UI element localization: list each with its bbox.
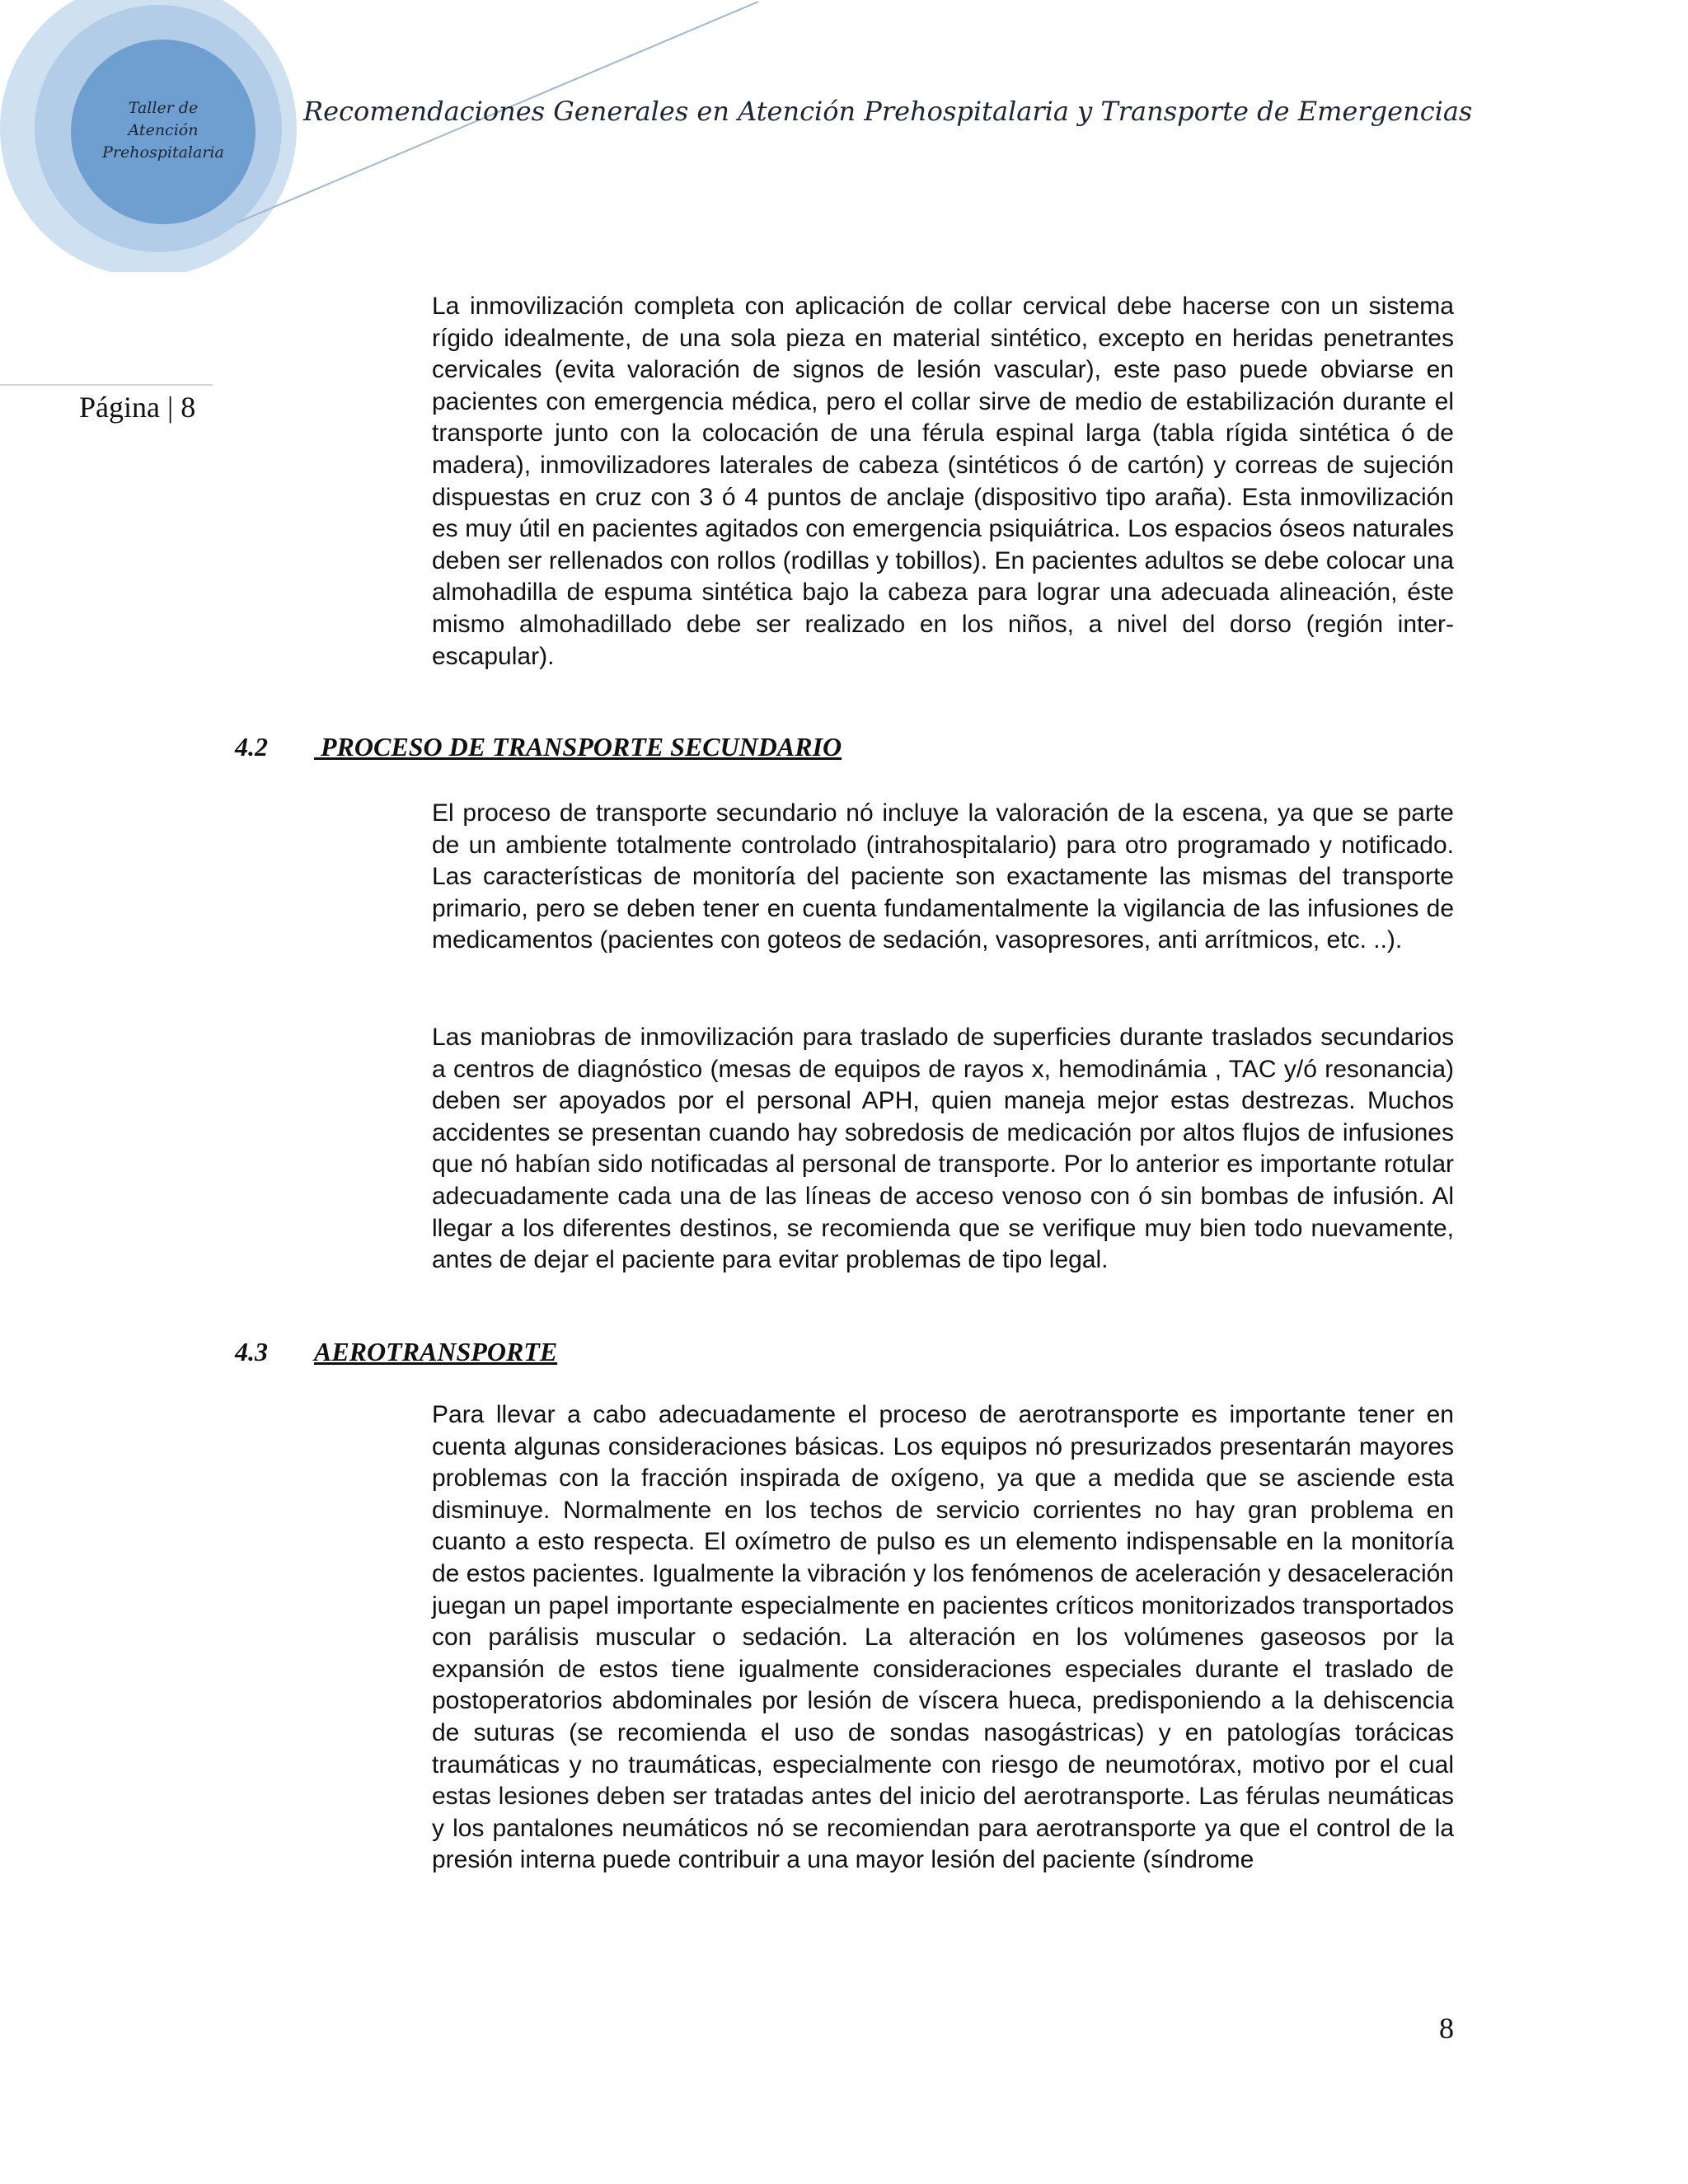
page-marker: Página | 8 [79,391,196,424]
document-header-title: Recomendaciones Generales en Atención Prehospitalaria y Transporte de Emergencias [303,96,1473,127]
section-title: AEROTRANSPORTE [314,1337,558,1366]
header-decoration [0,0,1688,272]
section-title: PROCESO DE TRANSPORTE SECUNDARIO [314,732,842,762]
section-number: 4.3 [235,1337,268,1366]
page-marker-divider [0,384,213,386]
section-number: 4.2 [235,732,268,762]
section-heading-4-3 [235,1337,557,1367]
logo-line: Taller de [128,99,199,117]
section-heading-4-2 [235,732,842,762]
logo-line: Prehospitalaria [102,143,224,162]
workshop-logo-text [89,97,237,164]
paragraph-immobilization: La inmovilización completa con aplicación de collar cervical debe hacerse con un sistema rígido idealmente, de una sola pieza en material sintético, excepto en heridas penetrantes cervicales (evita valoración de signos de lesión vascular), este paso puede obviarse en pacientes con emergencia médica, pero el collar sirve de medio de estabilización durante el transporte junto con la colocación de una férula espinal larga (tabla rígida sintética ó de madera), inmovilizadores laterales de cabeza (sintéticos ó de cartón) y correas de sujeción dispuestas en cruz con 3 ó 4 puntos de anclaje (dispositivo tipo araña). Esta inmovilización es muy útil en pacientes agitados con emergencia psiquiátrica. Los espacios óseos naturales deben ser rellenados con rollos (rodillas y tobillos). En pacientes adultos se debe colocar una almohadilla de espuma sintética bajo la cabeza para lograr una adecuada alineación, éste mismo almohadillado debe ser realizado en los niños, a nivel del dorso (región inter-escapular). [432,293,1454,670]
paragraph-secondary-transport: El proceso de transporte secundario nó incluye la valoración de la escena, ya que se parte de un ambiente totalmente controlado (intrahospitalario) para otro programado y notificado. Las características de monitoría del paciente son exactamente las mismas del transporte primario, pero se deben tener en cuenta fundamentalmente la vigilancia de las infusiones de medicamentos (pacientes con goteos de sedación, vasopresores, anti arrítmicos, etc. ..). [432,799,1454,954]
paragraph-immobilization-maneuvers: Las maniobras de inmovilización para traslado de superficies durante traslados secundarios a centros de diagnóstico (mesas de equipos de rayos x, hemodinámia , TAC y/ó resonancia) deben ser apoyados por el personal APH, quien maneja mejor estas destrezas. Muchos accidentes se presentan cuando hay sobredosis de medicación por altos flujos de infusiones que nó habían sido notificadas al personal de transporte. Por lo anterior es importante rotular adecuadamente cada una de las líneas de acceso venoso con ó sin bombas de infusión. Al llegar a los diferentes destinos, se recomienda que se verifique muy bien todo nuevamente, antes de dejar el paciente para evitar problemas de tipo legal. [432,1024,1454,1274]
page-number: 8 [1439,2012,1454,2045]
logo-line: Atención [128,121,199,139]
paragraph-air-transport: Para llevar a cabo adecuadamente el proceso de aerotransporte es importante tener en cuenta algunas consideraciones básicas. Los equipos nó presurizados presentarán mayores problemas con la fracción inspirada de oxígeno, ya que a medida que se asciende esta disminuye. Normalmente en los techos de servicio corrientes no hay gran problema en cuanto a esto respecta. El oxímetro de pulso es un elemento indispensable en la monitoría de estos pacientes. Igualmente la vibración y los fenómenos de aceleración y desaceleración juegan un papel importante especialmente en pacientes críticos monitorizados transportados con parálisis muscular o sedación. La alteración en los volúmenes gaseosos por la expansión de estos tiene igualmente consideraciones especiales durante el traslado de postoperatorios abdominales por lesión de víscera hueca, predisponiendo a la dehiscencia de suturas (se recomienda el uso de sondas nasogástricas) y en patologías torácicas traumáticas y no traumáticas, especialmente con riesgo de neumotórax, motivo por el cual estas lesiones deben ser tratadas antes del inicio del aerotransporte. Las férulas neumáticas y los pantalones neumáticos nó se recomiendan para aerotransporte ya que el control de la presión interna puede contribuir a una mayor lesión del paciente (síndrome [432,1401,1454,1874]
